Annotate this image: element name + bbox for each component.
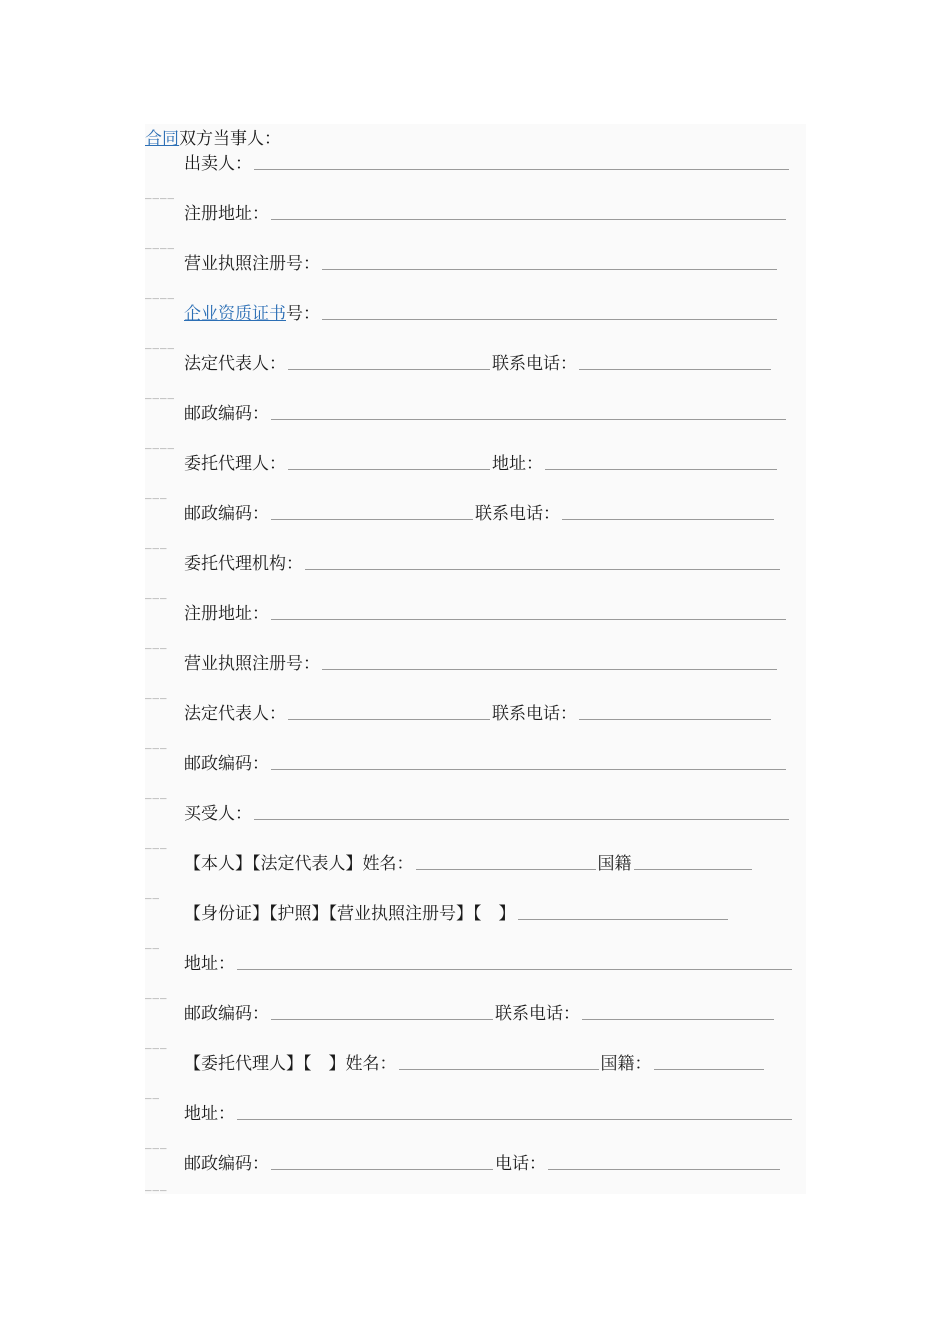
buyer-agent-identity-row [145,1051,845,1077]
seller-address-row [145,201,845,227]
contract-document [145,124,806,1194]
cert-link[interactable]: 企业资质证书 [184,304,286,324]
line-continuation: ____ [145,285,175,300]
line-continuation: ____ [145,185,175,200]
buyer-agent-identity-label: 【委托代理人】【 】姓名： [184,1054,397,1074]
buyer-identity-field[interactable] [416,851,596,870]
agency-postcode-field[interactable] [271,751,786,770]
seller-phone-field[interactable] [579,351,771,370]
line-continuation: ___ [145,1035,168,1050]
seller-agent-address-field[interactable] [545,451,777,470]
buyer-id-type-row [145,901,845,927]
seller-legal-rep-field[interactable] [288,351,490,370]
seller-license-row [145,251,845,277]
line-continuation: ___ [145,985,168,1000]
buyer-address-field[interactable] [237,951,792,970]
seller-postcode-row [145,401,845,427]
buyer-agent-address-row [145,1101,845,1127]
buyer-agent-postcode-row [145,1151,845,1177]
agency-address-field[interactable] [271,601,786,620]
seller-agent-field[interactable] [288,451,490,470]
agency-phone-field[interactable] [579,701,771,720]
buyer-agent-postcode-label: 邮政编码： [184,1154,269,1174]
contract-link[interactable]: 合同 [145,129,179,149]
buyer-agent-nationality-field[interactable] [654,1051,764,1070]
agency-legal-rep-label: 法定代表人： [184,704,286,724]
agency-legal-rep-field[interactable] [288,701,490,720]
line-continuation: ____ [145,235,175,250]
buyer-name-label: 买受人： [184,804,252,824]
seller-legal-rep-label: 法定代表人： [184,354,286,374]
seller-cert-row [145,301,845,327]
agency-postcode-label: 邮政编码： [184,754,269,774]
seller-license-field[interactable] [322,251,777,270]
buyer-postcode-label: 邮政编码： [184,1004,269,1024]
seller-license-label: 营业执照注册号： [184,254,320,274]
line-continuation: ____ [145,435,175,450]
line-continuation: ___ [145,535,168,550]
buyer-agent-address-label: 地址： [184,1104,235,1124]
seller-address-field[interactable] [271,201,786,220]
line-continuation: ___ [145,635,168,650]
seller-agent-phone-label: 联系电话： [475,504,560,524]
seller-name-row [145,151,845,177]
buyer-id-type-label: 【身份证】【护照】【营业执照注册号】【 】 [184,904,516,924]
buyer-agent-phone-field[interactable] [548,1151,780,1170]
agency-license-field[interactable] [322,651,777,670]
cert-suffix: 号： [286,304,320,324]
seller-agent-postcode-label: 邮政编码： [184,504,269,524]
agency-phone-label: 联系电话： [492,704,577,724]
line-continuation: ___ [145,485,168,500]
buyer-phone-field[interactable] [582,1001,774,1020]
seller-postcode-label: 邮政编码： [184,404,269,424]
buyer-agent-name-field[interactable] [399,1051,599,1070]
seller-name-label: 出卖人： [184,154,252,174]
seller-agent-address-label: 地址： [492,454,543,474]
line-continuation: ___ [145,785,168,800]
agency-license-row [145,651,845,677]
line-continuation: ___ [145,585,168,600]
buyer-nationality-label: 国籍 [597,854,632,874]
parties-header [145,126,806,152]
buyer-postcode-row [145,1001,845,1027]
line-continuation: ___ [145,685,168,700]
seller-agent-row [145,451,845,477]
seller-agent-postcode-row [145,501,845,527]
buyer-agent-phone-label: 电话： [495,1154,546,1174]
buyer-address-row [145,951,845,977]
line-continuation: ____ [145,335,175,350]
buyer-agent-postcode-field[interactable] [271,1151,493,1170]
buyer-name-row [145,801,845,827]
buyer-id-number-field[interactable] [518,901,728,920]
line-continuation: ____ [145,385,175,400]
agency-postcode-row [145,751,845,777]
agency-license-label: 营业执照注册号： [184,654,320,674]
seller-legal-rep-row [145,351,845,377]
buyer-postcode-field[interactable] [271,1001,493,1020]
seller-cert-field[interactable] [322,301,777,320]
line-continuation: __ [145,885,160,900]
buyer-identity-label: 【本人】【法定代表人】姓名： [184,854,414,874]
seller-phone-label: 联系电话： [492,354,577,374]
buyer-address-label: 地址： [184,954,235,974]
line-continuation: ___ [145,835,168,850]
seller-agent-phone-field[interactable] [562,501,774,520]
buyer-nationality-field[interactable] [634,851,752,870]
seller-address-label: 注册地址： [184,204,269,224]
agency-address-label: 注册地址： [184,604,269,624]
line-continuation: ___ [145,1135,168,1150]
agency-name-field[interactable] [305,551,780,570]
seller-agent-postcode-field[interactable] [271,501,473,520]
buyer-phone-label: 联系电话： [495,1004,580,1024]
agency-name-row [145,551,845,577]
agency-legal-rep-row [145,701,845,727]
line-continuation: ___ [145,735,168,750]
agency-name-label: 委托代理机构： [184,554,303,574]
agency-address-row [145,601,845,627]
buyer-identity-row [145,851,845,877]
line-continuation: __ [145,935,160,950]
buyer-agent-address-field[interactable] [237,1101,792,1120]
seller-postcode-field[interactable] [271,401,786,420]
seller-name-field[interactable] [254,151,789,170]
line-continuation: __ [145,1085,160,1100]
parties-header-text: 双方当事人： [179,129,281,149]
buyer-agent-nationality-label: 国籍： [600,1054,652,1074]
buyer-name-field[interactable] [254,801,789,820]
seller-agent-label: 委托代理人： [184,454,286,474]
line-continuation: ___ [145,1177,168,1192]
